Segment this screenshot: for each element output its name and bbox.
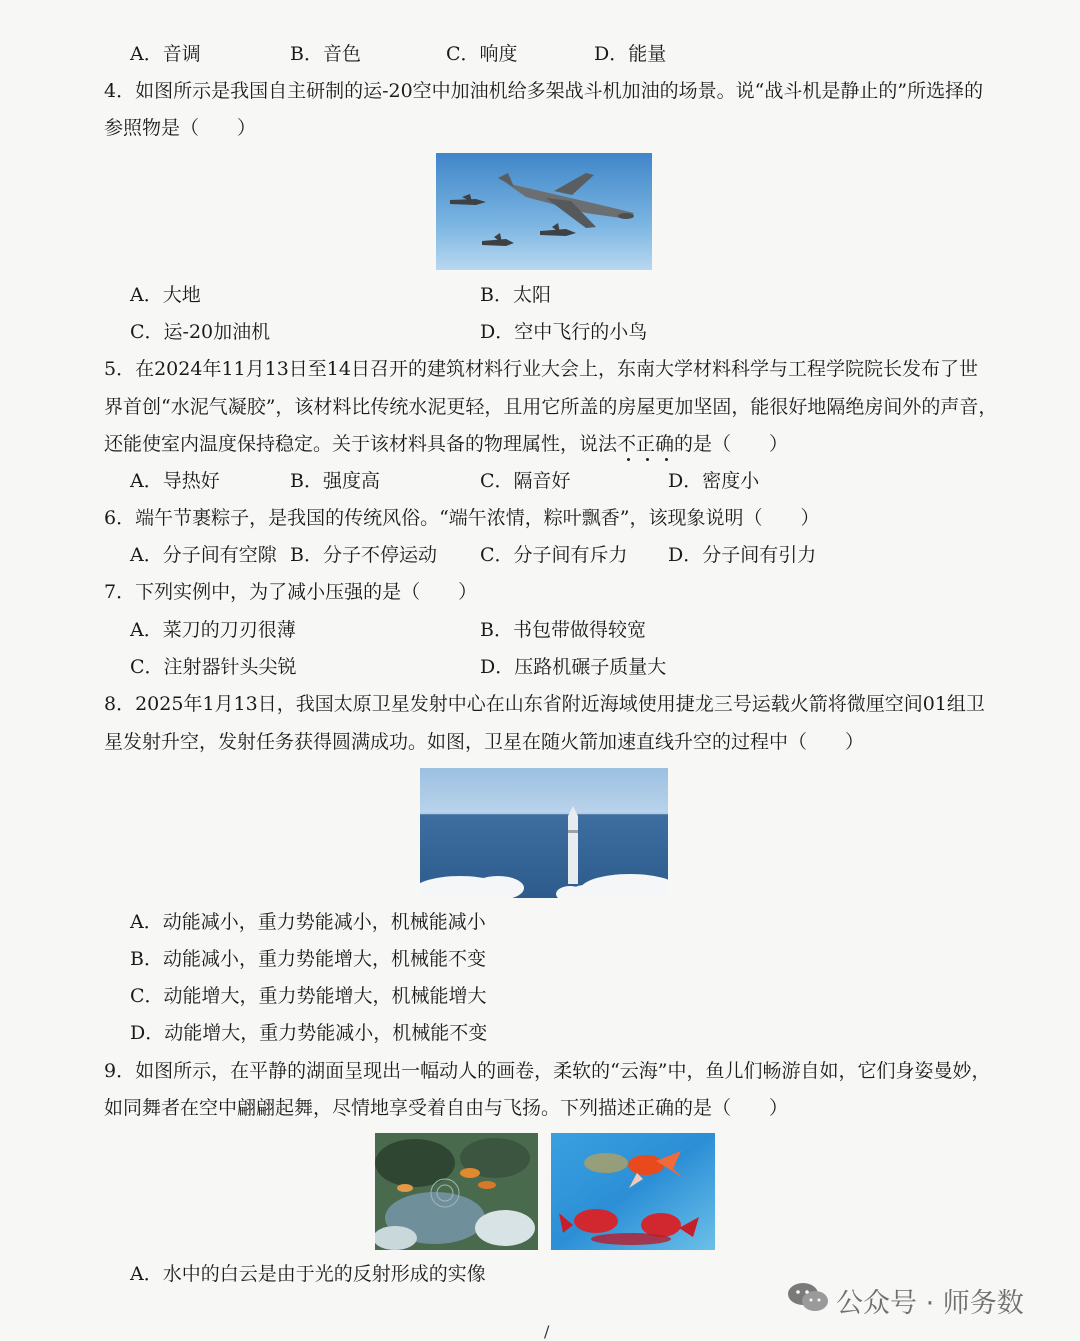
- q6-option-d: D．分子间有引力: [668, 544, 817, 566]
- q7-stem-line1: 7．下列实例中，为了减小压强的是（ ）: [104, 581, 478, 603]
- q5-option-c: C．隔音好: [480, 470, 571, 492]
- q6-option-b: B．分子不停运动: [290, 544, 437, 566]
- watermark-text: 公众号 · 师务数: [836, 1288, 1024, 1319]
- q3-option-a: A．音调: [130, 43, 201, 65]
- q7-option-c: C．注射器针头尖锐: [130, 656, 297, 678]
- q9-stem-line2: 如同舞者在空中翩翩起舞，尽情地享受着自由与飞扬。下列描述正确的是（ ）: [104, 1097, 789, 1119]
- q5-option-a: A．导热好: [130, 470, 220, 492]
- q8-stem-line2: 星发射升空，发射任务获得圆满成功。如图，卫星在随火箭加速直线升空的过程中（ ）: [104, 731, 865, 753]
- q5-option-d: D．密度小: [668, 470, 760, 492]
- emphasis-dot: [627, 458, 630, 461]
- q8-option-c: C．动能增大，重力势能增大，机械能增大: [130, 985, 487, 1007]
- wechat-logo-icon: [786, 1281, 830, 1313]
- goldfish-painting-image: [551, 1133, 715, 1250]
- q7-option-d: D．压路机碾子质量大: [480, 656, 667, 678]
- q9-stem-line1: 9．如图所示，在平静的湖面呈现出一幅动人的画卷，柔软的“云海”中，鱼儿们畅游自如，它们身姿曼妙，: [104, 1060, 991, 1082]
- q3-option-c: C．响度: [446, 43, 518, 65]
- q5-option-b: B．强度高: [290, 470, 380, 492]
- q4-option-c: C．运-20加油机: [130, 321, 271, 343]
- q7-option-b: B．书包带做得较宽: [480, 619, 646, 641]
- emphasis-dot: [646, 458, 649, 461]
- q4-option-b: B．太阳: [480, 284, 551, 306]
- q5-stem-line2: 界首创“水泥气凝胶”，该材料比传统水泥更轻，且用它所盖的房屋更加坚固，能很好地隔绝房间外的声音，: [104, 396, 998, 418]
- rocket-launch-image: [420, 768, 668, 898]
- q4-option-a: A．大地: [130, 284, 201, 306]
- emphasis-dot: [665, 458, 668, 461]
- q9-option-a: A．水中的白云是由于光的反射形成的实像: [130, 1263, 486, 1285]
- q8-option-a: A．动能减小，重力势能减小，机械能减小: [130, 911, 486, 933]
- q6-option-a: A．分子间有空隙: [130, 544, 277, 566]
- q4-stem-line2: 参照物是（ ）: [104, 117, 257, 139]
- fish-in-lake-image: [375, 1133, 538, 1250]
- refueling-aircraft-image: [436, 153, 652, 270]
- q4-option-d: D．空中飞行的小鸟: [480, 321, 648, 343]
- q7-option-a: A．菜刀的刀刃很薄: [130, 619, 296, 641]
- q5-stem-line1: 5．在2024年11月13日至14日召开的建筑材料行业大会上，东南大学材料科学与工程学院院长发布了世: [104, 358, 978, 380]
- q4-stem-line1: 4．如图所示是我国自主研制的运-20空中加油机给多架战斗机加油的场景。说“战斗机是静止的”所选择的: [104, 80, 984, 102]
- q8-option-d: D．动能增大，重力势能减小，机械能不变: [130, 1022, 488, 1044]
- q3-option-d: D．能量: [594, 43, 667, 65]
- page-number: /: [544, 1322, 550, 1341]
- q3-option-b: B．音色: [290, 43, 361, 65]
- q8-option-b: B．动能减小，重力势能增大，机械能不变: [130, 948, 486, 970]
- q5-stem-line3: 还能使室内温度保持稳定。关于该材料具备的物理属性，说法不正确的是（ ）: [104, 433, 789, 455]
- q6-option-c: C．分子间有斥力: [480, 544, 628, 566]
- q6-stem-line1: 6．端午节裹粽子，是我国的传统风俗。“端午浓情，粽叶飘香”，该现象说明（ ）: [104, 507, 820, 529]
- q8-stem-line1: 8．2025年1月13日，我国太原卫星发射中心在山东省附近海域使用捷龙三号运载火箭将微厘空间01组卫: [104, 693, 985, 715]
